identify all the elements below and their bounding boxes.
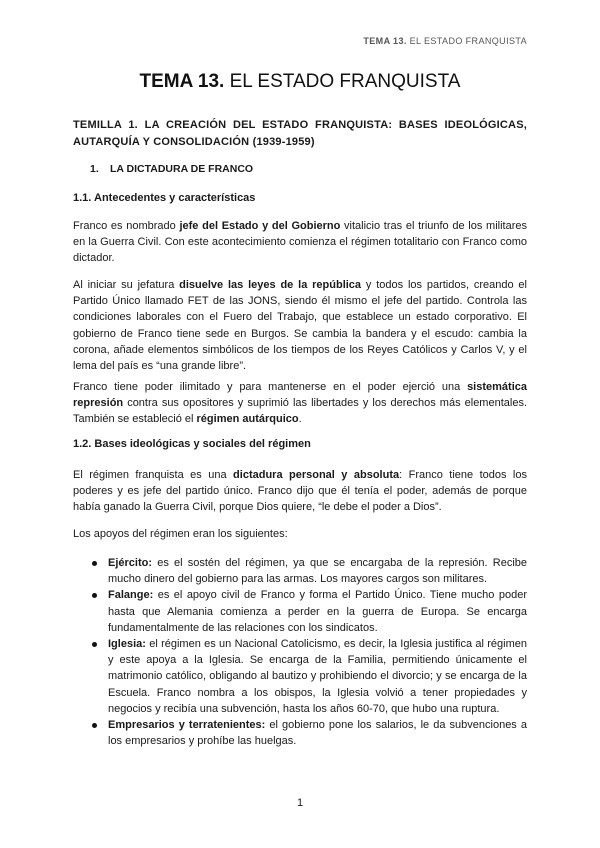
- page-number: 1: [296, 797, 304, 809]
- page-title: [0, 71, 600, 93]
- bullet-icon: [92, 561, 97, 566]
- paragraph-1: Franco es nombrado jefe del Estado y del Gobierno vitalicio tras el triunfo de los militares en la Guerra Civil. Con este acontecimiento comienza el régimen totalitario con Franco como dictador.: [73, 220, 527, 265]
- list-item: Falange: es el apoyo civil de Franco y forma el Partido Único. Tiene mucho poder hasta que Alemania comienza a perder en la guerra de Europa. Se encarga fundamentalmente de las relaciones con los sindicatos.: [73, 587, 527, 636]
- section-heading: [90, 163, 253, 175]
- running-header: [363, 36, 527, 46]
- list-item: Iglesia: el régimen es un Nacional Catolicismo, es decir, la Iglesia justifica al régimen y este apoya a la Iglesia. Se encarga de la Familia, permitiendo únicamente el matrimonio católico, obligando al bautizo y prohibiendo el divorcio; y se encarga de la Escuela. Franco nombra a los obispos, la Iglesia volvió a tener propiedades y negocios y recibía una subvención, hasta los años 60-70, que hubo una ruptura.: [73, 636, 527, 717]
- supports-list: [73, 555, 527, 749]
- temilla-heading: TEMILLA 1. LA CREACIÓN DEL ESTADO FRANQUISTA: BASES IDEOLÓGICAS, AUTARQUÍA Y CONSOLIDACIÓN (1939-1959): [73, 119, 527, 148]
- header-rest: EL ESTADO FRANQUISTA: [406, 36, 527, 46]
- title-rest: EL ESTADO FRANQUISTA: [224, 71, 461, 92]
- bullet-icon: [92, 723, 97, 728]
- paragraph-3: Franco tiene poder ilimitado y para mantenerse en el poder ejerció una sistemática represión contra sus opositores y suprimió las libertades y los derechos más elementales. También se estableció el régimen autárquico.: [73, 381, 527, 426]
- paragraph-4: El régimen franquista es una dictadura personal y absoluta: Franco tiene todos los poderes y es jefe del partido único. Franco dijo que él tenía el poder, además de porque había ganado la Guerra Civil, porque Dios quiere, “le debe el poder a Dios”.: [73, 469, 527, 514]
- paragraph-2: Al iniciar su jefatura disuelve las leyes de la república y todos los partidos, creando el Partido Único llamado FET de las JONS, siendo él mismo el jefe del partido. Controla las condiciones laborales con el Fuero del Trabajo, que establece un estado corporativo. El gobierno de Franco tiene sede en Burgos. Se cambia la bandera y el escudo: cambia la corona, añade elementos simbólicos de los tiempos de los Reyes Católicos y Carlos V, y el lema del país es “una grande libre”.: [73, 279, 527, 373]
- list-item: Empresarios y terratenientes: el gobierno pone los salarios, le da subvenciones a los empresarios y prohíbe las huelgas.: [73, 717, 527, 749]
- section-number: 1.: [90, 163, 99, 175]
- header-tema: TEMA 13.: [363, 36, 407, 46]
- section-title: LA DICTADURA DE FRANCO: [110, 163, 254, 175]
- subsection-heading-1: 1.1. Antecedentes y características: [73, 192, 256, 204]
- paragraph-5: Los apoyos del régimen eran los siguientes:: [73, 528, 288, 540]
- bullet-icon: [92, 593, 97, 598]
- bullet-icon: [92, 642, 97, 647]
- subsection-heading-2: 1.2. Bases ideológicas y sociales del régimen: [73, 438, 311, 450]
- list-item: Ejército: es el sostén del régimen, ya que se encargaba de la represión. Recibe mucho dinero del gobierno para las armas. Los mayores cargos son militares.: [73, 555, 527, 587]
- title-tema: TEMA 13.: [139, 71, 225, 92]
